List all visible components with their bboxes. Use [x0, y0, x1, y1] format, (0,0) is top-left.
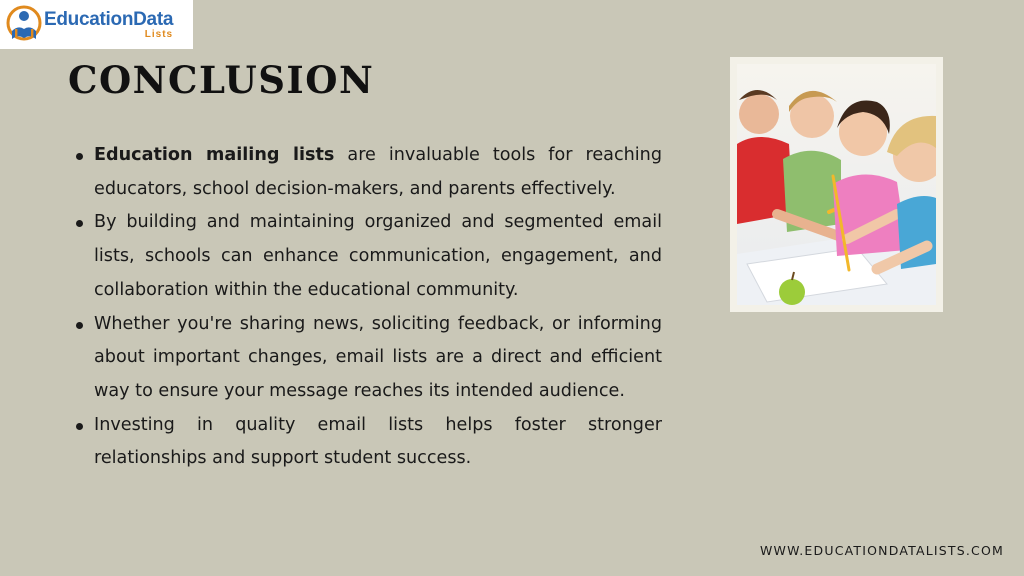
bullet-text: Whether you're sharing news, soliciting feedback, or informing about important changes, email lists are a direct and efficient way to ensure your message reaches its intended audience.: [94, 313, 662, 401]
bullet-item: [74, 308, 662, 409]
children-writing-photo: [737, 64, 936, 305]
bullet-item: [74, 139, 662, 206]
logo-subtitle: Lists: [144, 28, 174, 40]
website-url: WWW.EDUCATIONDATALISTS.COM: [760, 543, 1004, 558]
bullet-text: By building and maintaining organized and segmented email lists, schools can enhance communication, engagement, and collaboration within the educational community.: [94, 212, 662, 300]
bullet-text: Investing in quality email lists helps foster stronger relationships and support student success.: [94, 414, 662, 469]
bullet-list: [74, 139, 662, 476]
bullet-bold-text: Education mailing lists: [94, 145, 335, 165]
slide-title: CONCLUSION: [68, 58, 375, 102]
bullet-text: are invaluable tools for reaching educators, school decision-makers, and parents effectively.: [94, 145, 662, 199]
photo-frame: [730, 57, 943, 312]
brand-logo: [0, 0, 193, 49]
bullet-item: [74, 409, 662, 476]
reader-icon: [6, 5, 42, 45]
bullet-item: [74, 206, 662, 307]
logo-title: EducationData: [44, 8, 174, 30]
